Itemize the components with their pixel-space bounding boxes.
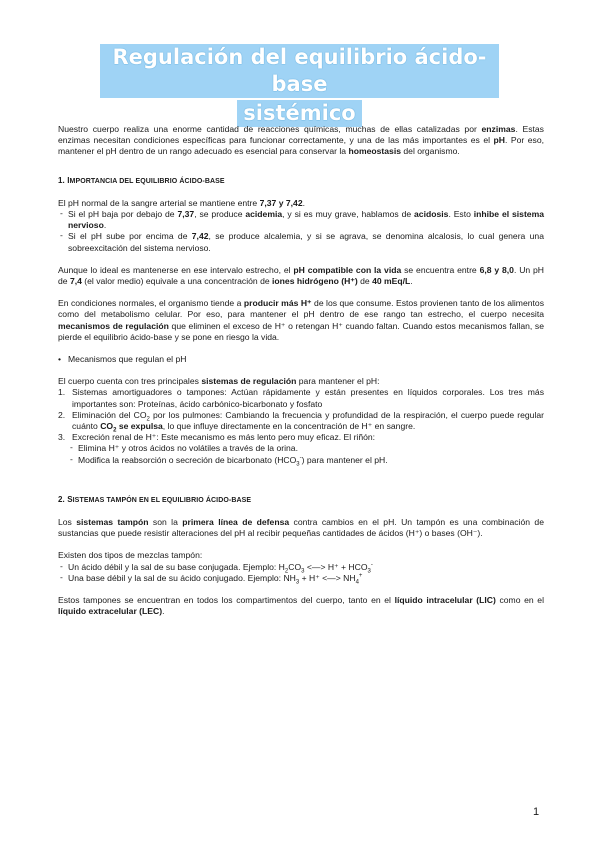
page-title (100, 44, 499, 129)
list-item: - Si el pH baja por debajo de 7,37, se produce acidemia, y si es muy grave, hablamos de acidosis. Esto inhibe el sistema nervioso. (58, 209, 544, 231)
document-body (58, 124, 544, 618)
section-1-heading: 1. IMPORTANCIA DEL EQUILIBRIO ÁCIDO-BASE (58, 175, 225, 185)
s1-renal-sublist (58, 443, 544, 468)
s2-dash-list (58, 562, 544, 584)
section-2-heading: 2. SISTEMAS TAMPÓN EN EL EQUILIBRIO ÁCIDO-BASE (58, 494, 252, 504)
list-item: 2. Eliminación del $CO_2$ por los pulmones: Cambiando la frecuencia y profundidad de la respiración, el cuerpo puede regular cuánto $CO_2$ se expulsa, lo que influye directamente en la concentración de H⁺ en sangre. (58, 409, 544, 434)
s2-paragraph-1: Los sistemas tampón son la primera línea de defensa contra cambios en el pH. Un tampón es una combinación de sustancias que puede resistir alteraciones del pH al recibir pequeñas cantidades de ácidos (H⁺) o bases (OH⁻). (58, 517, 544, 539)
page-number: 1 (533, 806, 540, 818)
s1-paragraph-1: El pH normal de la sangre arterial se mantiene entre 7,37 y 7,42. (58, 197, 305, 208)
s2-paragraph-2: Existen dos tipos de mezclas tampón: (58, 550, 203, 561)
list-item: - Si el pH sube por encima de 7,42, se produce alcalemia, y si se agrava, se denomina alcalosis, lo cual genera una sobreexcitación del sistema nervioso. (58, 231, 544, 253)
s1-paragraph-3: En condiciones normales, el organismo tiende a producir más H⁺ de los que consume. Estos provienen tanto de los alimentos como del metabolismo celular. Por eso, para mantener el pH dentro de ese rango tan estrecho, el cuerpo necesita mecanismos de regulación que eliminen el exceso de H⁺ o retengan H⁺ cuando faltan. Cuando estos mecanismos fallan, se pierde el equilibrio ácido-base y se pone en riesgo la vida. (58, 298, 545, 342)
s1-paragraph-4: El cuerpo cuenta con tres principales sistemas de regulación para mantener el pH: (58, 376, 380, 387)
list-item: - Una base débil y la sal de su ácido conjugado. Ejemplo: $NH_3 + H^+$ <—> $NH_4^+$ (58, 573, 544, 584)
list-item: 3. Excreción renal de H⁺: Este mecanismo es más lento pero muy eficaz. El riñón: (58, 432, 376, 443)
title-line-1: Regulación del equilibrio ácido-base (100, 44, 499, 98)
list-item: - Modifica la reabsorción o secreción de bicarbonato $(HCO_3^-)$ para mantener el pH. (58, 455, 544, 466)
s1-numbered-list (58, 387, 544, 443)
s1-paragraph-2: Aunque lo ideal es mantenerse en ese intervalo estrecho, el pH compatible con la vida se encuentra entre 6,8 y 8,0. Un pH de 7,4 (el valor medio) equivale a una concentración de iones hidrógeno (H⁺) de 40 mEq/L. (58, 264, 545, 287)
s2-paragraph-3: Estos tampones se encuentran en todos los compartimentos del cuerpo, tanto en el líquido intracelular (LIC) como en el líquido extracelular (LEC). (58, 595, 544, 617)
title-line-2: sistémico (237, 100, 361, 127)
intro-paragraph: Nuestro cuerpo realiza una enorme cantidad de reacciones químicas, muchas de ellas catalizadas por enzimas. Estas enzimas necesitan condiciones específicas para funcionar correctamente, y una de las más importantes es el pH. Por eso, mantener el pH dentro de un rango adecuado es esencial para conservar la homeostasis del organismo. (58, 124, 544, 157)
list-item: - Un ácido débil y la sal de su base conjugada. Ejemplo: $H_2CO_3$ <—> $H^+ + HCO_3^-$ (58, 562, 544, 573)
list-item: 1. Sistemas amortiguadores o tampones: Actúan rápidamente y están presentes en líquidos corporales. Los tres más importantes son: Proteínas, ácido carbónico-bicarbonato y fosfato (58, 387, 544, 409)
bullet-mechanisms: • Mecanismos que regulan el pH (58, 354, 544, 365)
list-item: - Elimina H⁺ y otros ácidos no volátiles a través de la orina. (58, 443, 544, 454)
s1-dash-list (58, 209, 544, 254)
